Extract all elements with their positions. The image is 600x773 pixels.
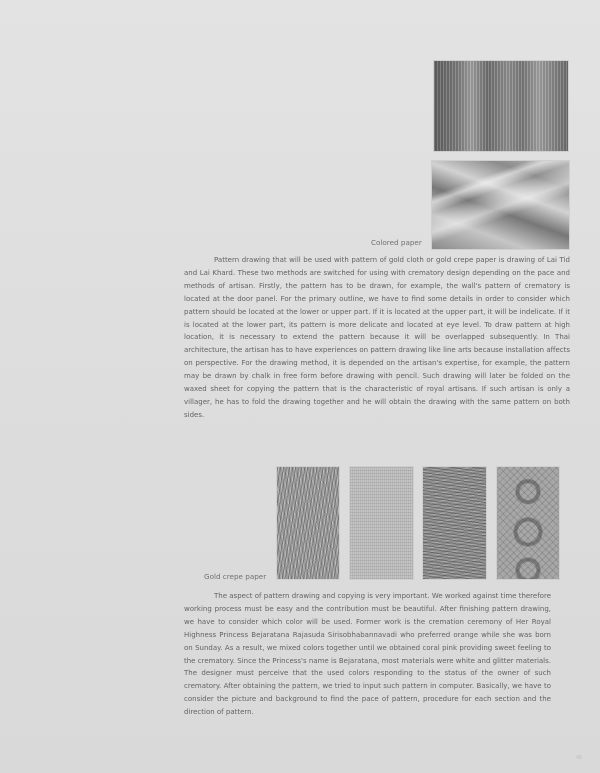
paragraph-drawing-and-copying: The aspect of pattern drawing and copying is very important. We worked against time therefore working process must be easy and the contribution must be beautiful. After finishing pattern drawing, we have to consider which color will be used. Former work is the cremation ceremony of Her Royal Highness Princess Bejaratana Rajasuda Sirisobhabannavadi who preferred orange while she was born on Sunday. As a result, we mixed colors together until we obtained coral pink providing sweet feeling to the crematory. Since the Princess's name is Bejaratana, most materials were white and glitter materials. The designer must perceive that the used colors responding to the status of the owner of such crematory. After obtaining the pattern, we tried to input such pattern in computer. Basically, we have to consider the picture and background to find the pace of pattern, procedure for each section and the direction of pattern. [184,592,551,717]
colored-paper-photo-rolls [431,160,570,250]
caption-colored-paper: Colored paper [371,238,422,247]
gold-crepe-swatch-3 [422,466,487,580]
caption-gold-crepe-paper: Gold crepe paper [204,572,267,581]
colored-paper-photo-strips [433,60,569,152]
paragraph-pattern-drawing: Pattern drawing that will be used with pattern of gold cloth or gold crepe paper is drawing of Lai Tid and Lai Khard. These two methods are switched for using with crematory design depending on the pace and methods of artisan. Firstly, the pattern has to be drawn, for example, the wall's pattern of crematory is located at the door panel. For the primary outline, we have to find some details in order to consider which pattern should be located at the lower or upper part. If it is located at the upper part, it will be indelicate. If it is located at the lower part, its pattern is more delicate and located at eye level. To draw pattern at high location, it is necessary to extend the pattern because it will be overlapped subsequently. In Thai architecture, the artisan has to have experiences on pattern drawing like line arts because installation affects on perspective. For the drawing method, it is depended on the artisan's expertise, for example, the pattern may be drawn by chalk in free form before drawing with pencil. Such drawing will later be folded on the waxed sheet for copying the pattern that is the characteristic of royal artisans. If such artisan is only a villager, he has to fold the drawing together and he will obtain the drawing with the same pattern on both sides. [184,256,570,419]
gold-crepe-swatch-2 [349,466,414,580]
page-number: 46 [576,755,583,761]
gold-crepe-swatch-1 [276,466,340,580]
gold-crepe-swatch-4 [496,466,560,580]
